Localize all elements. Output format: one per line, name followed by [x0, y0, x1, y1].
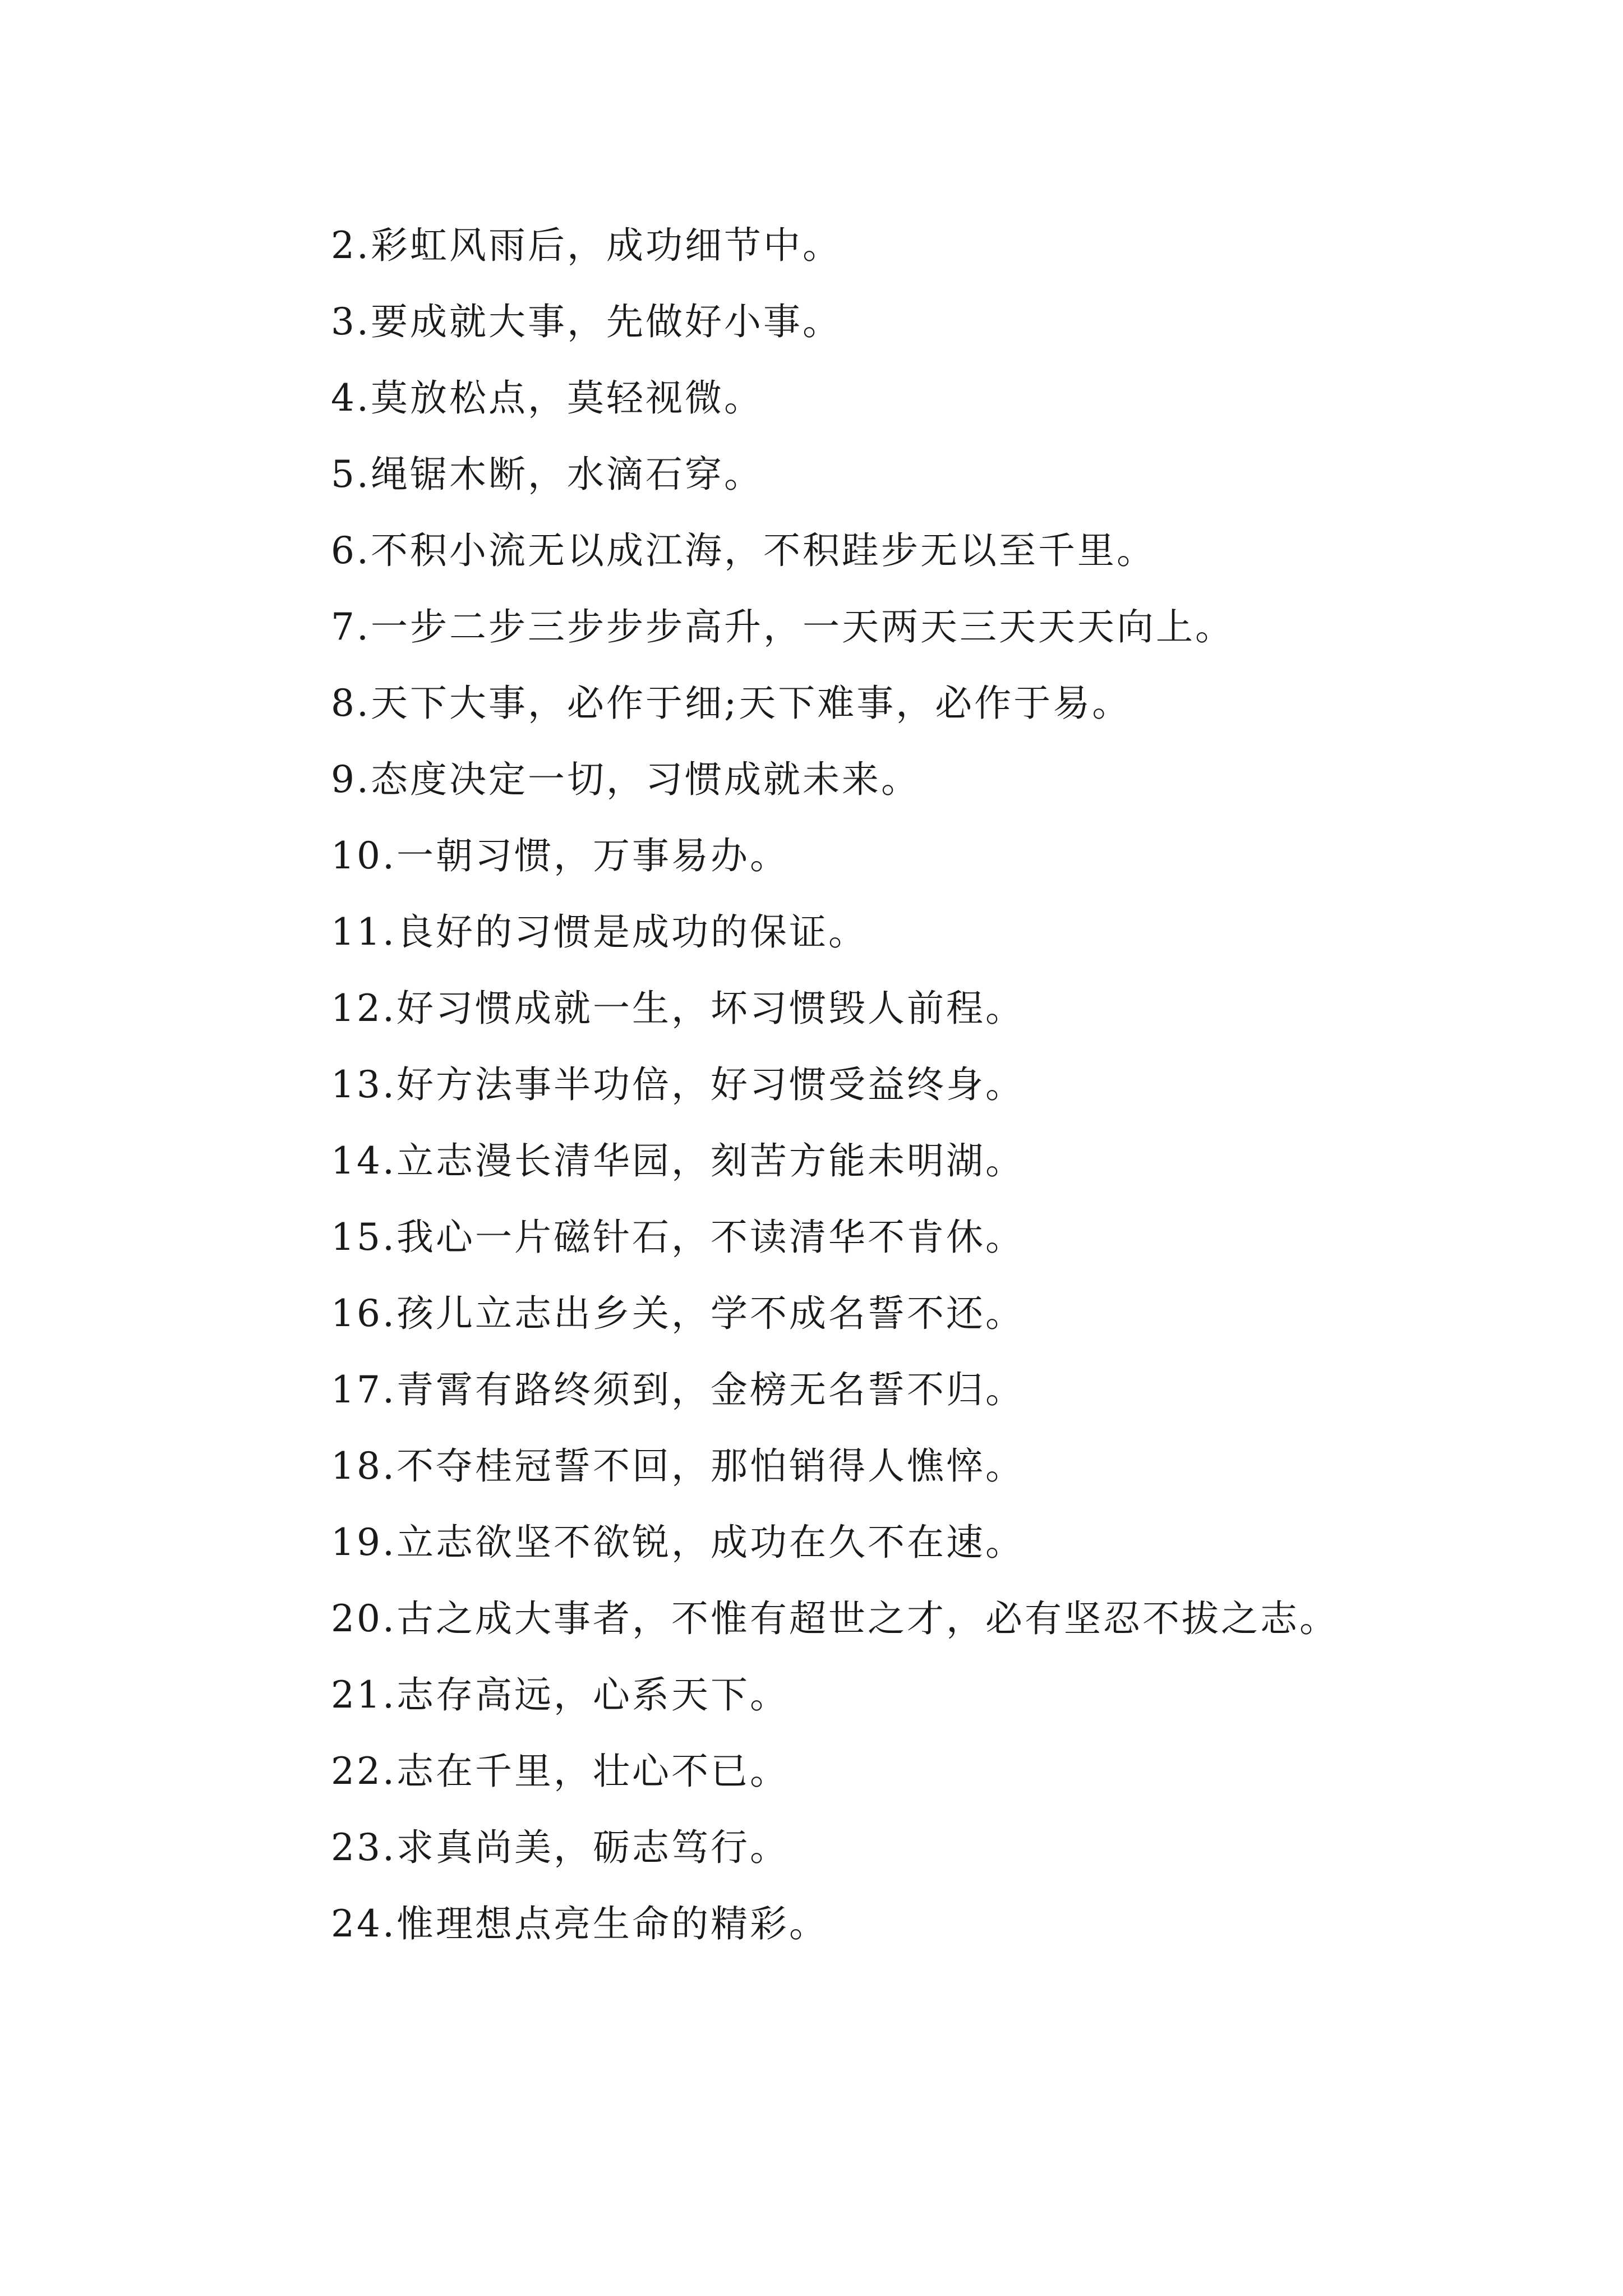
quote-line: 10.一朝习惯，万事易办。 [331, 834, 789, 877]
quote-line: 5.绳锯木断，水滴石穿。 [331, 453, 763, 496]
quote-line: 6.不积小流无以成江海，不积跬步无以至千里。 [331, 529, 1156, 572]
quote-line: 13.好方法事半功倍，好习惯受益终身。 [331, 1063, 1025, 1106]
quote-line: 14.立志漫长清华园，刻苦方能未明湖。 [331, 1139, 1025, 1182]
quote-line: 11.良好的习惯是成功的保证。 [331, 910, 868, 954]
quote-line: 20.古之成大事者，不惟有超世之才，必有坚忍不拔之志。 [331, 1597, 1339, 1640]
quote-line: 23.求真尚美，砺志笃行。 [331, 1826, 789, 1869]
quote-line: 7.一步二步三步步步高升，一天两天三天天天向上。 [331, 605, 1234, 648]
quote-line: 3.要成就大事，先做好小事。 [331, 300, 842, 343]
quote-line: 4.莫放松点，莫轻视微。 [331, 376, 763, 420]
quote-line: 15.我心一片磁针石，不读清华不肯休。 [331, 1216, 1025, 1259]
quote-line: 2.彩虹风雨后，成功细节中。 [331, 224, 842, 267]
quote-line: 21.志存高远，心系天下。 [331, 1673, 789, 1717]
quote-line: 9.态度决定一切，习惯成就未来。 [331, 758, 920, 801]
quote-line: 18.不夺桂冠誓不回，那怕销得人憔悴。 [331, 1444, 1025, 1488]
quote-line: 22.志在千里，壮心不已。 [331, 1750, 789, 1793]
quote-list [247, 208, 1391, 1962]
quote-line: 16.孩儿立志出乡关，学不成名誓不还。 [331, 1292, 1025, 1335]
quote-line: 12.好习惯成就一生，坏习惯毁人前程。 [331, 987, 1025, 1030]
quote-line: 8.天下大事，必作于细;天下难事，必作于易。 [331, 682, 1132, 725]
quote-line: 17.青霄有路终须到，金榜无名誓不归。 [331, 1368, 1025, 1411]
quote-line: 19.立志欲坚不欲锐，成功在久不在速。 [331, 1521, 1025, 1564]
quote-line: 24.惟理想点亮生命的精彩。 [331, 1902, 828, 1945]
